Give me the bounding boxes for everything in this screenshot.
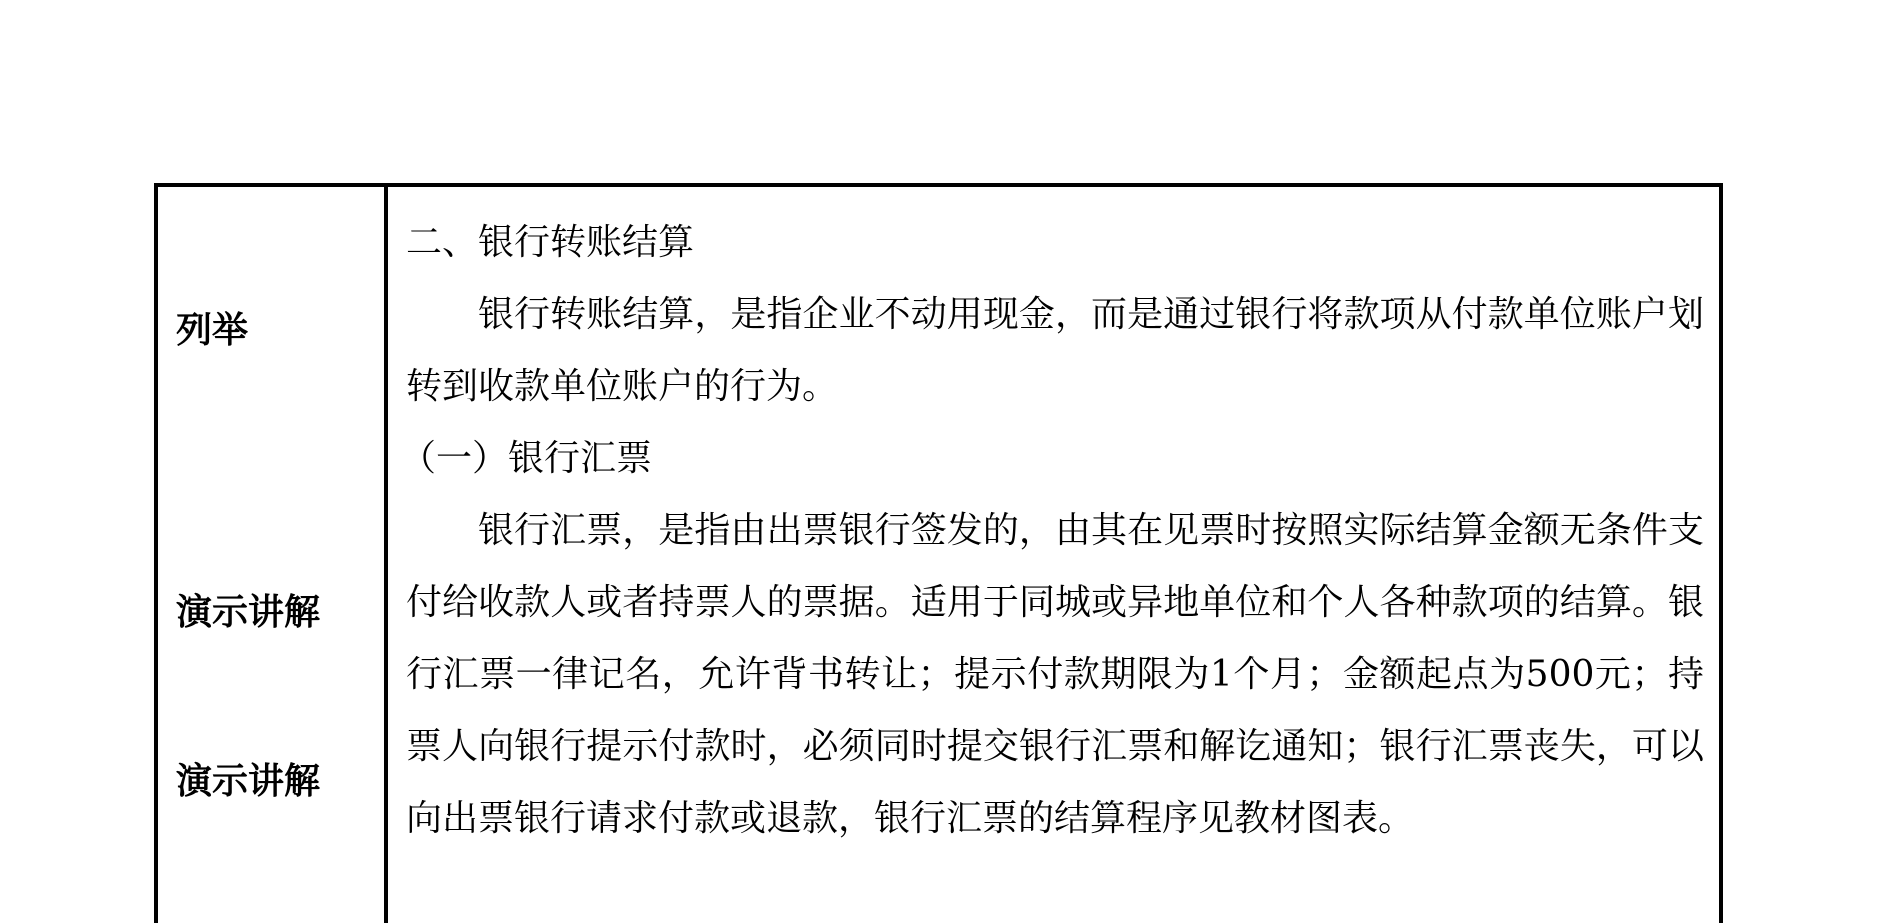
section-heading: 二、银行转账结算 (406, 222, 695, 263)
row-label-demo-2: 演示讲解 (176, 761, 321, 802)
lesson-table (154, 183, 1723, 923)
row-label-demo-1: 演示讲解 (176, 592, 321, 633)
row-label-list: 列举 (176, 310, 249, 351)
content-cell (400, 207, 1704, 855)
subsection-heading: （一）银行汇票 (400, 438, 653, 479)
paragraph-bank-draft: 银行汇票，是指由出票银行签发的，由其在见票时按照实际结算金额无条件支付给收款人或者持票人的票据。适用于同城或异地单位和个人各种款项的结算。银行汇票一律记名，允许背书转让；提示付款期限为1个月；金额起点为500元；持票人向银行提示付款时，必须同时提交银行汇票和解讫通知；银行汇票丧失，可以向出票银行请求付款或退款，银行汇票的结算程序见教材图表。 (406, 510, 1704, 839)
column-divider (384, 187, 388, 923)
paragraph-definition: 银行转账结算，是指企业不动用现金，而是通过银行将款项从付款单位账户划转到收款单位账户的行为。 (406, 294, 1704, 407)
